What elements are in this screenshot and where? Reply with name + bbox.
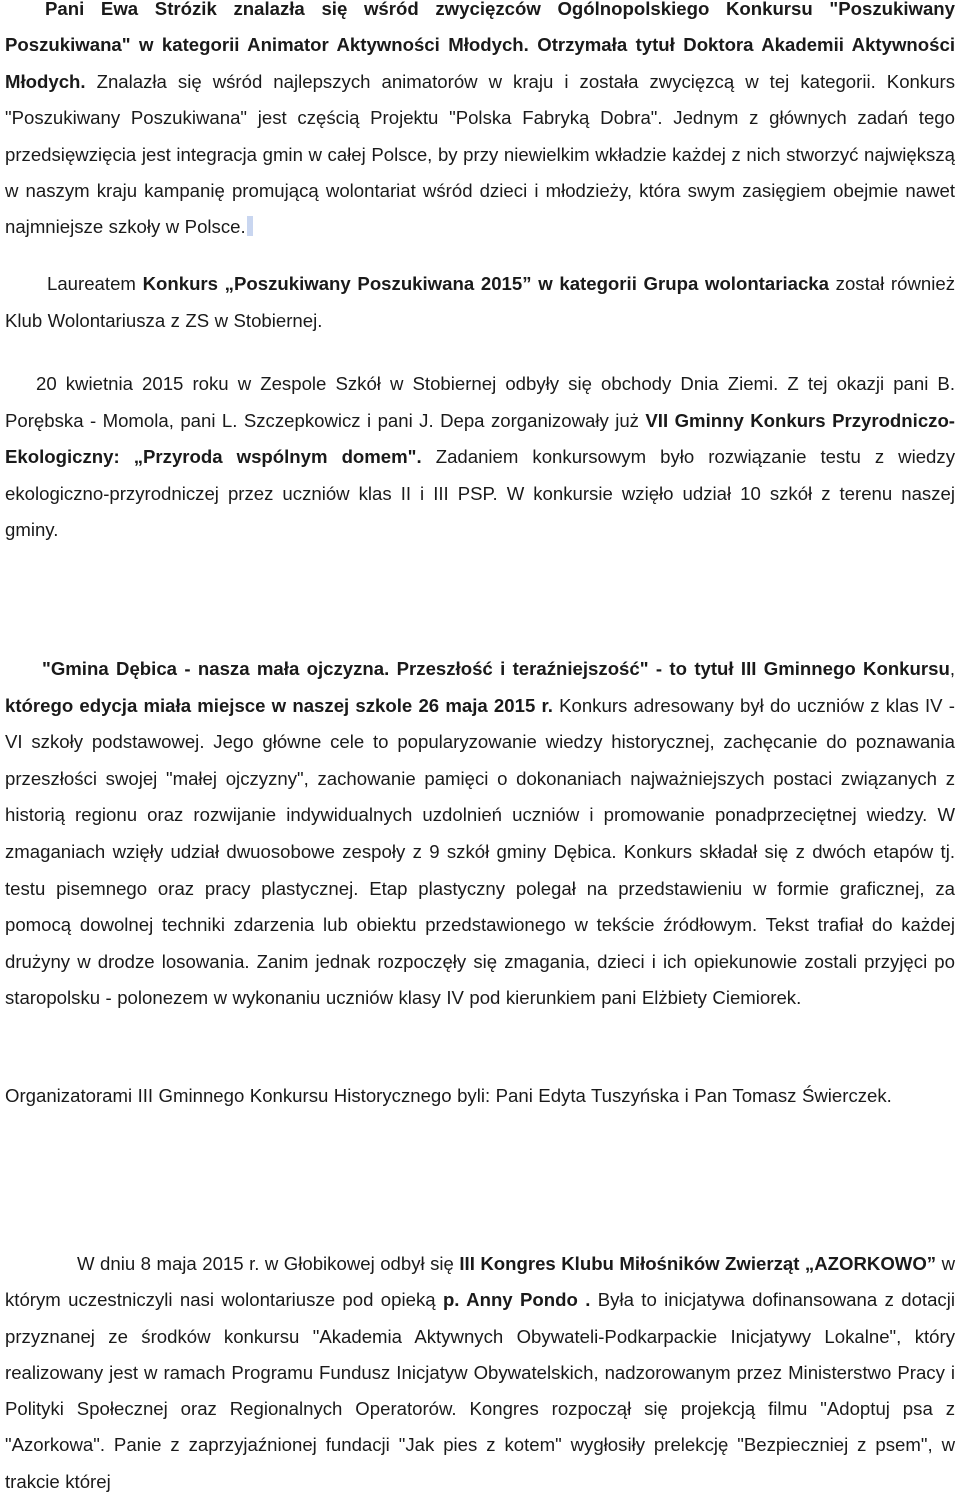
bold-ecology-contest: VII Gminny Konkurs Przyrodniczo-Ekologiczny: „Przyroda wspólnym domem". (5, 409, 956, 468)
text-laureate-club: został również Klub Wolontariusza z ZS w Stobiernej. (5, 273, 955, 331)
paragraph-organizers (5, 1078, 955, 1115)
text-history-contest-details: Konkurs adresowany był do uczniów z klas IV - VI szkoły podstawowej. Jego główne cele to popularyzowanie wiedzy historycznej, zachęcanie do poznawania przeszłości swojej "małej ojczyzny", zachowanie pamięci o dokonaniach najważniejszych postaci związanych z historią regionu oraz rozwijanie indywidualnych uzdolnień uczniów i promowanie ponadprzeciętnej wiedzy. W zmaganiach wzięły udział dwuosobowe zespoły z 9 szkół gminy Dębica. Konkurs składał się z dwóch etapów tj. testu pisemnego oraz pracy plastycznej. Etap plastyczny polegał na przedstawieniu w formie graficznej, za pomocą dowolnej techniki zdarzenia lub obiektu przedstawionego w tekście źródłowym. Tekst trafiał do każdej drużyny w drodze losowania. Zanim jednak rozpoczęły się zmagania, dzieci i ich opiekunowie zostali przyjęci po staropolsku - polonezem w wykonaniu uczniów klasy IV pod kierunkiem pani Elżbiety Ciemiorek. (5, 694, 955, 1009)
bold-history-contest-title: "Gmina Dębica - nasza mała ojczyzna. Przeszłość i teraźniejszość" - to tytuł III Gminnego Konkursu (42, 658, 950, 679)
bold-contest-name: Konkurs „Poszukiwany Poszukiwana 2015” w kategorii Grupa wolontariacka (142, 273, 829, 294)
bold-award-lead: Pani Ewa Strózik znalazła się wśród zwycięzców Ogólnopolskiego Konkursu "Poszukiwany Poszukiwana" w kategorii Animator Aktywności Młodych. Otrzymała tytuł Doktora Akademii Aktywności Młodych. (5, 0, 955, 92)
paragraph-azorkowo-congress (5, 1246, 955, 1500)
text-laureate-intro: Laureatem (47, 273, 143, 294)
text-earth-day-details: Zadaniem konkursowym było rozwiązanie testu z wiedzy ekologiczno-przyrodniczej przez uczniów klas II i III PSP. W konkursie wzięło udział 10 szkół z terenu naszej gminy. (5, 446, 955, 541)
text-earth-day-intro: 20 kwietnia 2015 roku w Zespole Szkół w Stobiernej odbyły się obchody Dnia Ziemi. Z tej okazji pani B. Porębska - Momola, pani L. Szczepkowicz i pani J. Depa zorganizowały już (5, 373, 955, 431)
paragraph-volunteer-club-laureate (5, 266, 955, 339)
paragraph-history-contest (5, 651, 955, 1017)
text-congress-details: Była to inicjatywa dofinansowana z dotacji przyznanej ze środków konkursu "Akademia Aktywnych Obywateli-Podkarpackie Inicjatywy Lokalne", który realizowany jest w ramach Programu Fundusz Inicjatyw Obywatelskich, nadzorowanym przez Ministerstwo Pracy i Polityki Społecznej oraz Regionalnych Operatorów. Kongres rozpoczął się projekcją filmu "Adoptuj psa z "Azorkowa". Panie z zaprzyjaźnionej fundacji "Jak pies z kotem" wygłosiły prelekcję "Bezpieczniej z psem", w trakcie której (5, 1289, 955, 1492)
text-congress-intro: W dniu 8 maja 2015 r. w Głobikowej odbył się (77, 1253, 460, 1274)
text-award-details: Znalazła się wśród najlepszych animatorów w kraju i została zwycięzcą w tej kategorii. Konkurs "Poszukiwany Poszukiwana" jest częścią Projektu "Polska Fabryką Dobra". Jednym z głównych zadań tego przedsięwzięcia jest integracja gmin w całej Polsce, by przy niewielkim wkładzie każdej z nich stworzyć największą w naszym kraju kampanię promującą wolontariat wśród dzieci i młodzieży, która swym zasięgiem obejmie nawet najmniejsze szkoły w Polsce. (5, 70, 955, 238)
bold-history-contest-date: którego edycja miała miejsce w naszej szkole 26 maja 2015 r. (5, 694, 553, 716)
paragraph-strozik-award (5, 0, 955, 246)
text-cursor-highlight (247, 216, 253, 236)
bold-congress-supervisor: p. Anny Pondo . (442, 1289, 591, 1311)
text-congress-participants: w którym uczestniczyli nasi wolontariusze pod opieką (5, 1253, 956, 1311)
paragraph-earth-day (5, 366, 955, 549)
bold-congress-name: III Kongres Klubu Miłośników Zwierząt „AZORKOWO” (459, 1253, 937, 1274)
text-organizers: Organizatorami III Gminnego Konkursu Historycznego byli: Pani Edyta Tuszyńska i Pan Tomasz Świerczek. (5, 1085, 892, 1106)
text-comma: , (949, 658, 955, 679)
